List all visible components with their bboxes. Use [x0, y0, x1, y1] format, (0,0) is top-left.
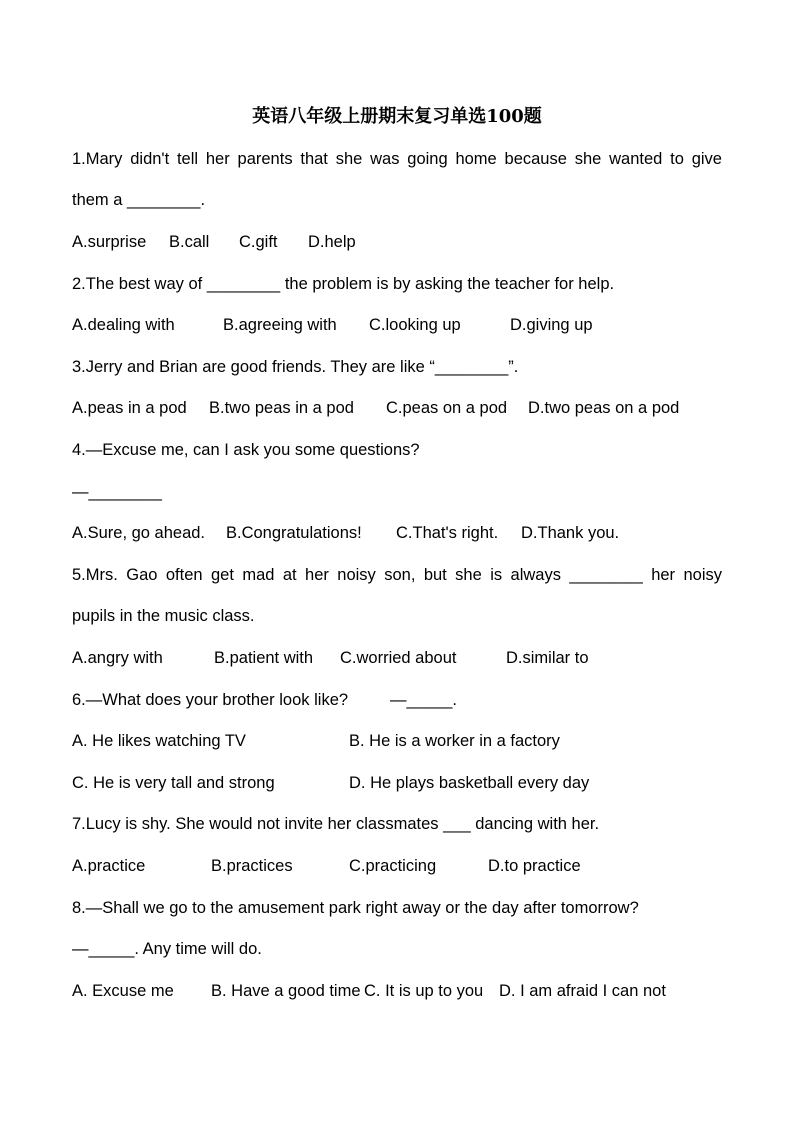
question-3-stem: 3.Jerry and Brian are good friends. They are like “________”.	[72, 358, 519, 376]
question-2-option-a: A.dealing with	[72, 316, 175, 334]
question-5-option-d: D.similar to	[506, 649, 589, 667]
question-8-stem-line-2: —_____. Any time will do.	[72, 940, 262, 958]
question-5-option-b: B.patient with	[214, 649, 314, 667]
page-title: 英语八年级上册期末复习单选100题	[252, 106, 542, 127]
question-5-option-c: C.worried about	[340, 649, 457, 667]
question-2-option-c: C.looking up	[369, 316, 461, 334]
question-1-option-a: A.surprise	[72, 233, 147, 251]
question-3-option-c: C.peas on a pod	[386, 399, 508, 417]
question-1-option-c: C.gift	[239, 233, 278, 251]
question-8-option-b: B. Have a good time	[211, 982, 361, 1000]
question-1-stem-line-1: 1.Mary didn't tell her parents that she was going home because she wanted to give	[72, 150, 722, 168]
question-4-stem-line-1: 4.—Excuse me, can I ask you some questions?	[72, 441, 420, 459]
question-6-stem-question: 6.—What does your brother look like?	[72, 691, 349, 709]
question-7-option-d: D.to practice	[488, 857, 581, 875]
question-1-option-b: B.call	[169, 233, 210, 251]
question-3-option-d: D.two peas on a pod	[528, 399, 680, 417]
question-5-option-a: A.angry with	[72, 649, 163, 667]
question-8-stem-line-1: 8.—Shall we go to the amusement park right away or the day after tomorrow?	[72, 899, 639, 917]
question-2-option-d: D.giving up	[510, 316, 593, 334]
question-8-option-a: A. Excuse me	[72, 982, 174, 1000]
question-7-option-c: C.practicing	[349, 857, 437, 875]
question-7-option-a: A.practice	[72, 857, 146, 875]
question-7-option-b: B.practices	[211, 857, 293, 875]
question-5-stem-line-2: pupils in the music class.	[72, 607, 255, 625]
question-4-stem-line-2: —________	[72, 483, 162, 501]
question-6-option-a: A. He likes watching TV	[72, 732, 246, 750]
question-8-option-d: D. I am afraid I can not	[499, 982, 666, 1000]
question-3-option-a: A.peas in a pod	[72, 399, 187, 417]
question-3-option-b: B.two peas in a pod	[209, 399, 354, 417]
question-1-option-d: D.help	[308, 233, 356, 251]
question-4-option-c: C.That's right.	[396, 524, 499, 542]
question-7-stem: 7.Lucy is shy. She would not invite her classmates ___ dancing with her.	[72, 815, 600, 833]
question-4-option-d: D.Thank you.	[521, 524, 620, 542]
question-4-option-a: A.Sure, go ahead.	[72, 524, 206, 542]
question-4-option-b: B.Congratulations!	[226, 524, 362, 542]
question-6-stem-answer-blank: —_____.	[390, 691, 457, 709]
question-2-stem: 2.The best way of ________ the problem is by asking the teacher for help.	[72, 275, 615, 293]
question-6-option-d: D. He plays basketball every day	[349, 774, 590, 792]
question-5-stem-line-1: 5.Mrs. Gao often get mad at her noisy son, but she is always ________ her noisy	[72, 566, 722, 584]
question-2-option-b: B.agreeing with	[223, 316, 337, 334]
question-6-option-c: C. He is very tall and strong	[72, 774, 275, 792]
question-8-option-c: C. It is up to you	[364, 982, 484, 1000]
question-1-stem-line-2: them a ________.	[72, 191, 206, 209]
question-6-option-b: B. He is a worker in a factory	[349, 732, 560, 750]
